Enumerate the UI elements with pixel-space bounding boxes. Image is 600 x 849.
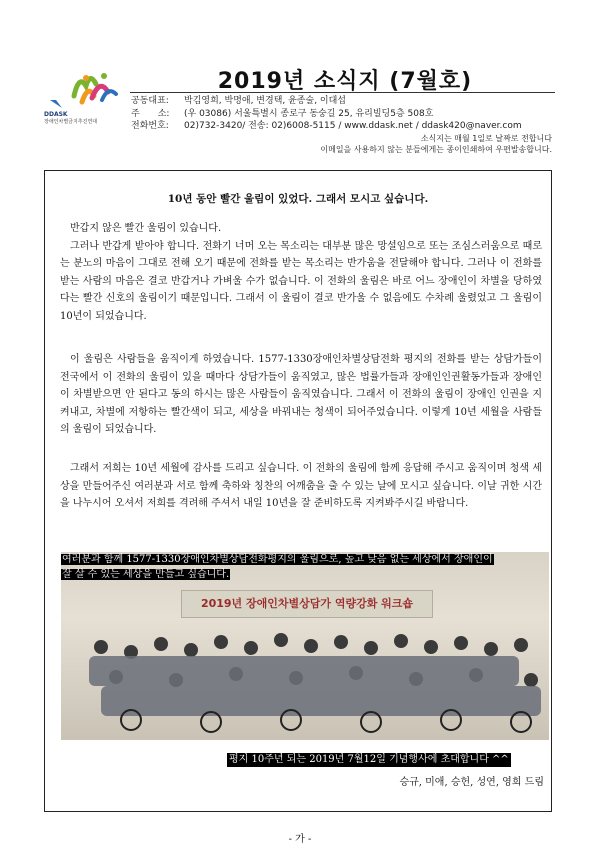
note-line: 이메일을 사용하지 않는 분들에게는 종이인쇄하여 우편발송합니다. [320, 145, 552, 154]
article-paragraph-group-1 [60, 220, 542, 326]
article-paragraph-group-3 [60, 460, 542, 513]
info-address [131, 108, 522, 121]
contact-info [131, 95, 522, 133]
info-phone [131, 120, 522, 133]
article-paragraph: 이 울림은 사람들을 움직이게 하였습니다. 1577-1330장애인차별상담전화 평지의 전화를 받는 상담가들이 전국에서 이 전화의 울림이 있을 때마다 상담가들이 움직였고, 많은 법률가들과 장애인인권활동가들과 장애인이 차별받으면 안 된다고 동의 하시는 많은 사람들이 움직였습니다. 그래서 이 전화의 울림이 장애인 인권을 지켜내고, 차별에 저항하는 빨간색이 되고, 세상을 바꿔내는 청색이 되어주었습니다. 이렇게 10년 세월을 사람들의 울림이 되었습니다. [60, 354, 542, 436]
logo-caption [44, 111, 134, 125]
logo-label: DDASK [44, 111, 68, 118]
info-representatives [131, 95, 522, 108]
article-paragraph-group-2 [60, 351, 542, 439]
workshop-banner: 2019년 장애인차별상담가 역량강화 워크숍 [181, 590, 433, 618]
info-value: 02)732-3420/ 전송: 02)6008-5115 / www.ddask.net / ddask420@naver.com [184, 121, 522, 131]
ddask-logo [44, 66, 124, 136]
article-paragraph: 그래서 저희는 10년 세월에 감사를 드리고 싶습니다. 이 전화의 울림에 함께 응답해 주시고 움직이며 청색 세상을 만들어주신 여러분과 서로 함께 축하와 칭찬의 어깨춤을 출 수 있는 날에 모시고 싶습니다. 이날 귀한 시간을 나누시어 오셔서 저희를 격려해 주셔서 내일 10년을 잘 준비하도록 지켜봐주시길 바랍니다. [60, 463, 542, 510]
article-title: 10년 동안 빨간 울림이 있었다. 그래서 모시고 싶습니다. [167, 193, 429, 205]
signature: 승규, 미애, 승헌, 성연, 영희 드림 [399, 777, 544, 788]
photo-caption-invitation: 평지 10주년 되는 2019년 7월12일 기념행사에 초대합니다 ^^ [229, 754, 509, 765]
page-number: - 가 - [288, 834, 312, 845]
article-paragraph: 반갑지 않은 빨간 울림이 있습니다. [70, 223, 222, 234]
delivery-notes [320, 133, 552, 155]
title-divider [130, 92, 555, 93]
info-label: 전화번호: [131, 121, 169, 131]
logo-figure-icon [44, 66, 124, 112]
caption-line: 잘 살 수 있는 세상을 만들고 싶습니다. [62, 569, 230, 580]
photo-caption-top [61, 552, 494, 582]
info-value: 박김영희, 박명애, 변경택, 윤종술, 이대섭 [184, 96, 346, 106]
info-value: (우 03086) 서울특별시 종로구 동숭길 25, 유리빌딩5층 508호 [184, 108, 434, 119]
info-label: 공동대표: [131, 96, 169, 106]
article-paragraph: 그러나 반갑게 받아야 합니다. 전화기 너머 오는 목소리는 대부분 많은 망설임으로 또는 조심스러움으로 때로는 분노의 마음이 그대로 전해 오기 때문에 전화를 받는 목소리는 반가움을 전달해야 합니다. 그러나 이 전화를 받는 사람의 마음은 결코 반갑거나 가벼울 수가 없습니다. 이 전화의 울림은 바로 어느 장애인이 차별을 당하였다는 빨간 신호의 울림이기 때문입니다. 그래서 이 울림이 결코 반가울 수 없음에도 수차례 울렸었고 그 울림이 10년이 되었습니다. [60, 240, 542, 322]
caption-line: 여러분과 함께 1577-1330장애인차별상담전화평지의 울림으로, 높고 낮음 없는 세상에서 장애인이 [62, 554, 493, 565]
note-line: 소식지는 매월 1일로 날짜로 전합니다 [420, 134, 552, 143]
newsletter-title: 2019년 소식지 (7월호) [217, 69, 473, 94]
logo-org-name: 장애인차별금지추진연대 [44, 119, 98, 125]
info-label: 주 소: [131, 108, 170, 119]
